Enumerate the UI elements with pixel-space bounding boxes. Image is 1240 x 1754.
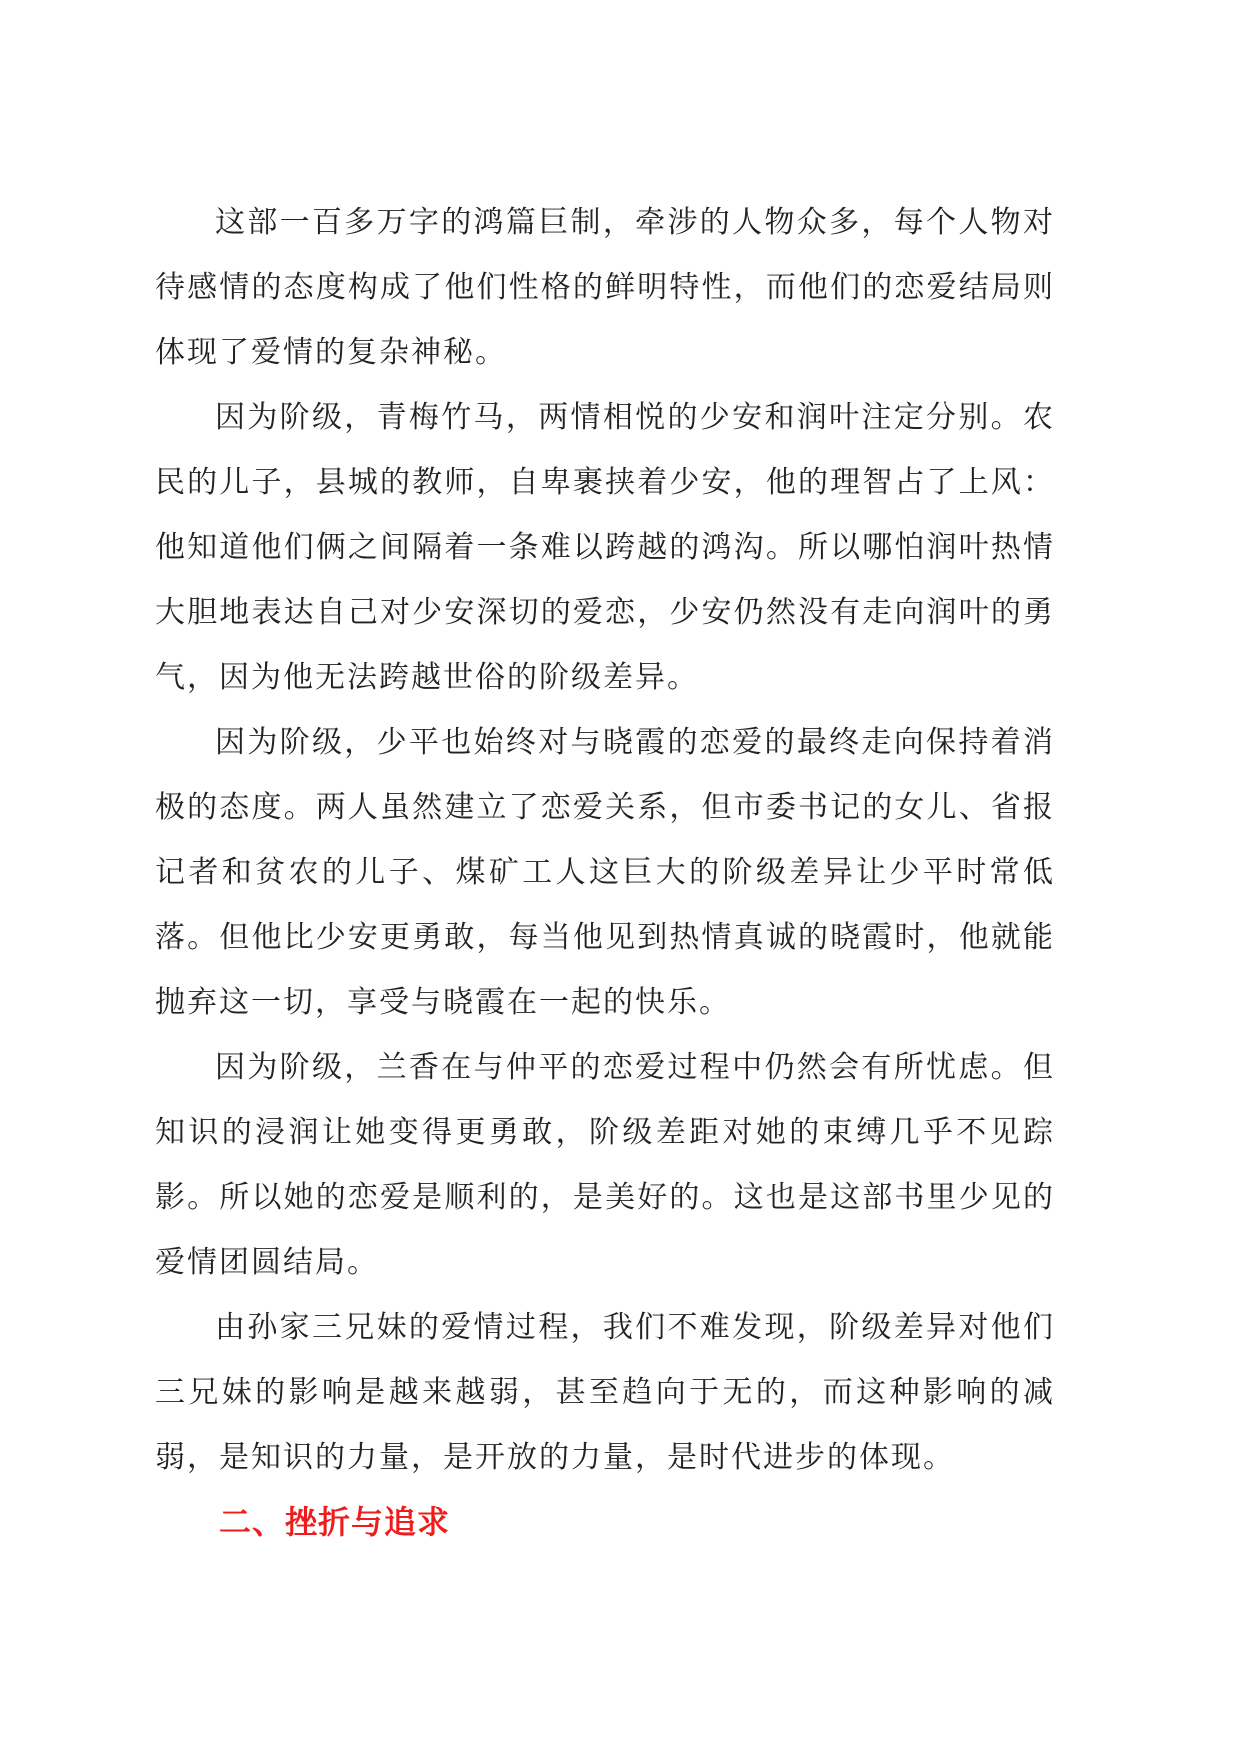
paragraph-shaoping-xiaoxia: 因为阶级，少平也始终对与晓霞的恋爱的最终走向保持着消极的态度。两人虽然建立了恋爱关系，但市委书记的女儿、省报记者和贫农的儿子、煤矿工人这巨大的阶级差异让少平时常低落。但他比少安更勇敢，每当他见到热情真诚的晓霞时，他就能抛弃这一切，享受与晓霞在一起的快乐。	[155, 725, 1055, 1020]
section-heading: 二、挫折与追求	[219, 1503, 451, 1541]
paragraph-conclusion: 由孙家三兄妹的爱情过程，我们不难发现，阶级差异对他们三兄妹的影响是越来越弱，甚至趋向于无的，而这种影响的减弱，是知识的力量，是开放的力量，是时代进步的体现。	[155, 1310, 1055, 1475]
paragraph-shaoan-runye: 因为阶级，青梅竹马，两情相悦的少安和润叶注定分别。农民的儿子，县城的教师，自卑裹挟着少安，他的理智占了上风：他知道他们俩之间隔着一条难以跨越的鸿沟。所以哪怕润叶热情大胆地表达自己对少安深切的爱恋，少安仍然没有走向润叶的勇气，因为他无法跨越世俗的阶级差异。	[155, 400, 1055, 695]
paragraph-intro: 这部一百多万字的鸿篇巨制，牵涉的人物众多，每个人物对待感情的态度构成了他们性格的鲜明特性，而他们的恋爱结局则体现了爱情的复杂神秘。	[155, 205, 1055, 370]
document-body	[155, 190, 1055, 1555]
paragraph-lanxiang-zhongping: 因为阶级，兰香在与仲平的恋爱过程中仍然会有所忧虑。但知识的浸润让她变得更勇敢，阶级差距对她的束缚几乎不见踪影。所以她的恋爱是顺利的，是美好的。这也是这部书里少见的爱情团圆结局。	[155, 1050, 1055, 1280]
